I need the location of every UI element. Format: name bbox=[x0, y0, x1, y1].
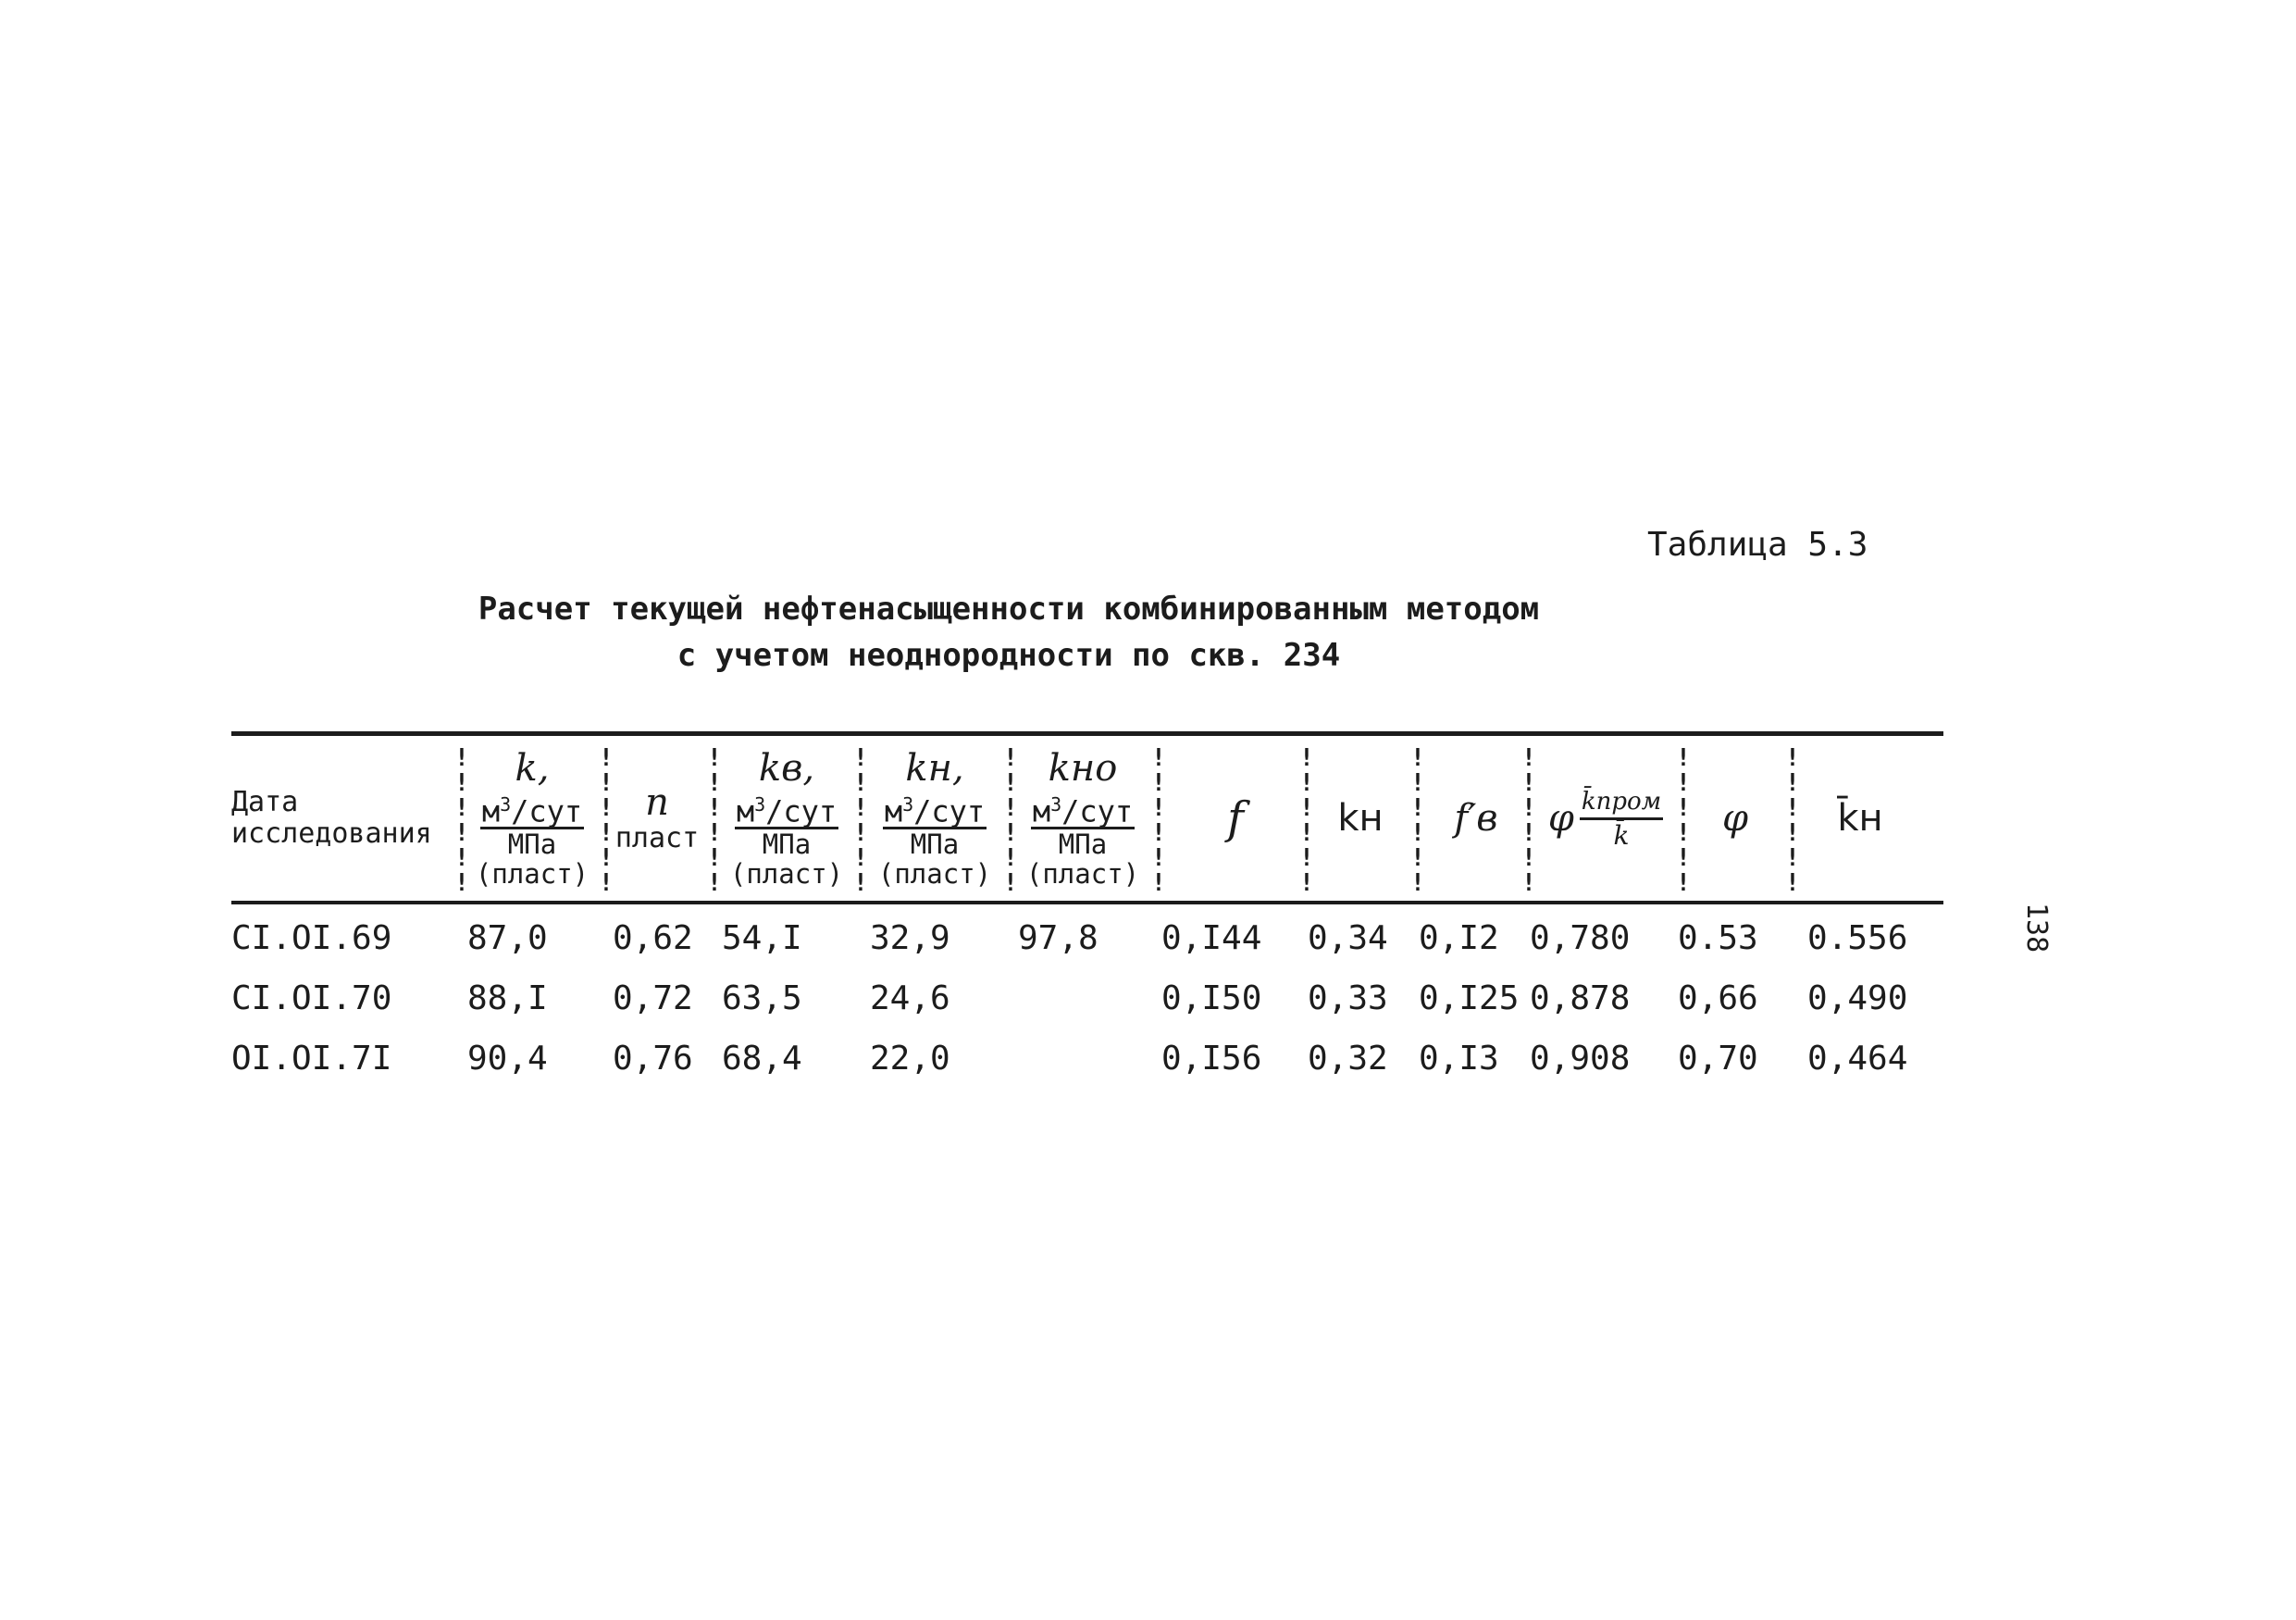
table-title-line-1: Расчет текущей нефтенасыщенности комбинированным методом bbox=[478, 591, 1540, 628]
header-kn-denominator: МПа bbox=[910, 829, 960, 861]
column-separator: ! ! ! ! ! ! bbox=[1521, 744, 1536, 897]
column-separator: ! ! ! ! ! ! bbox=[707, 744, 722, 897]
header-kn-symbol: kн, bbox=[905, 746, 964, 790]
cell-k: 88,I bbox=[467, 979, 548, 1017]
header-kno-denominator: МПа bbox=[1058, 829, 1108, 861]
column-separator: ! ! ! ! ! ! bbox=[1003, 744, 1018, 897]
column-separator: ! ! ! ! ! ! bbox=[1299, 744, 1314, 897]
table-header-rule bbox=[231, 901, 1943, 904]
header-k-numerator: $м^3$/сут bbox=[480, 789, 584, 830]
header-kn bbox=[870, 741, 999, 896]
column-separator: ! ! ! ! ! ! bbox=[1785, 744, 1800, 897]
cell-fv: 0,I2 bbox=[1419, 919, 1499, 957]
cell-fv: 0,I3 bbox=[1419, 1040, 1499, 1078]
column-separator: ! ! ! ! ! ! bbox=[599, 744, 614, 897]
table-row bbox=[0, 1040, 2296, 1091]
header-phi-ratio-numerator: k̄пром bbox=[1580, 786, 1663, 820]
header-date-line2: исследования bbox=[231, 817, 432, 850]
cell-f: 0,I56 bbox=[1161, 1040, 1262, 1078]
header-phi-ratio-phi: φ bbox=[1547, 797, 1574, 840]
cell-kv: 63,5 bbox=[722, 979, 802, 1017]
column-separator: ! ! ! ! ! ! bbox=[853, 744, 868, 897]
cell-kn: 22,0 bbox=[870, 1040, 950, 1078]
header-kv bbox=[722, 741, 851, 896]
header-kn-2 bbox=[1314, 741, 1407, 896]
table-row bbox=[0, 919, 2296, 971]
header-kv-symbol: kв, bbox=[758, 746, 815, 790]
cell-phi: 0,70 bbox=[1678, 1040, 1758, 1078]
cell-date: CI.OI.69 bbox=[231, 919, 392, 957]
cell-kno: 97,8 bbox=[1018, 919, 1098, 957]
header-fv bbox=[1430, 741, 1522, 896]
cell-kn: 32,9 bbox=[870, 919, 950, 957]
header-phi-ratio-denominator: k̄ bbox=[1613, 819, 1630, 851]
cell-date: CI.OI.70 bbox=[231, 979, 392, 1017]
cell-kn-2: 0,34 bbox=[1308, 919, 1388, 957]
header-f bbox=[1171, 741, 1300, 896]
table-title-line-2: с учетом неоднородности по скв. 234 bbox=[676, 637, 1341, 674]
header-phi-ratio-fraction bbox=[1580, 786, 1663, 852]
header-kn-denominator-2: (пласт) bbox=[877, 858, 992, 891]
cell-n: 0,72 bbox=[613, 979, 693, 1017]
header-kno-numerator: $м^3$/сут bbox=[1031, 789, 1135, 830]
cell-phi: 0.53 bbox=[1678, 919, 1758, 957]
table-row bbox=[0, 979, 2296, 1031]
cell-date: OI.OI.7I bbox=[231, 1040, 392, 1078]
header-kv-denominator-2: (пласт) bbox=[729, 858, 844, 891]
header-n-sub: пласт bbox=[614, 822, 700, 854]
cell-kn-2: 0,32 bbox=[1308, 1040, 1388, 1078]
cell-phi-ratio: 0,908 bbox=[1530, 1040, 1631, 1078]
cell-f: 0,I50 bbox=[1161, 979, 1262, 1017]
cell-kv: 68,4 bbox=[722, 1040, 802, 1078]
header-kv-denominator: МПа bbox=[762, 829, 812, 861]
cell-k: 87,0 bbox=[467, 919, 548, 957]
cell-kn-2: 0,33 bbox=[1308, 979, 1388, 1017]
cell-kn: 24,6 bbox=[870, 979, 950, 1017]
header-phi-ratio bbox=[1536, 741, 1675, 896]
header-k-denominator-2: (пласт) bbox=[475, 858, 590, 891]
header-phi-symbol: φ bbox=[1721, 797, 1748, 840]
header-n bbox=[611, 741, 703, 896]
cell-n: 0,62 bbox=[613, 919, 693, 957]
header-kno bbox=[1018, 741, 1148, 896]
header-k-denominator: МПа bbox=[507, 829, 557, 861]
header-kv-numerator: $м^3$/сут bbox=[735, 789, 838, 830]
header-k-symbol: k, bbox=[515, 746, 550, 790]
cell-kn-bar: 0,490 bbox=[1807, 979, 1908, 1017]
header-kno-denominator-2: (пласт) bbox=[1025, 858, 1140, 891]
cell-f: 0,I44 bbox=[1161, 919, 1262, 957]
column-separator: ! ! ! ! ! ! bbox=[454, 744, 469, 897]
cell-phi: 0,66 bbox=[1678, 979, 1758, 1017]
column-separator: ! ! ! ! ! ! bbox=[1676, 744, 1691, 897]
header-f-symbol: f bbox=[1227, 792, 1244, 844]
page-number: 138 bbox=[2020, 903, 2053, 953]
cell-kv: 54,I bbox=[722, 919, 802, 957]
cell-kn-bar: 0,464 bbox=[1807, 1040, 1908, 1078]
header-kn-bar bbox=[1805, 741, 1916, 896]
column-separator: ! ! ! ! ! ! bbox=[1410, 744, 1425, 897]
table-number-label: Таблица 5.3 bbox=[1647, 526, 1868, 564]
header-date-line1: Дата bbox=[231, 786, 299, 818]
cell-phi-ratio: 0,878 bbox=[1530, 979, 1631, 1017]
cell-k: 90,4 bbox=[467, 1040, 548, 1078]
header-phi bbox=[1694, 741, 1777, 896]
table-top-rule bbox=[231, 731, 1943, 736]
column-separator: ! ! ! ! ! ! bbox=[1151, 744, 1166, 897]
header-kn-numerator: $м^3$/сут bbox=[883, 789, 987, 830]
header-kno-symbol: kно bbox=[1048, 746, 1118, 790]
header-kn-2-symbol: kн bbox=[1337, 797, 1384, 840]
cell-kn-bar: 0.556 bbox=[1807, 919, 1908, 957]
header-fv-symbol: f′в bbox=[1454, 797, 1498, 840]
header-kn-bar-symbol: k̄н bbox=[1837, 797, 1883, 840]
header-k bbox=[467, 741, 597, 896]
cell-n: 0,76 bbox=[613, 1040, 693, 1078]
header-n-symbol: n bbox=[645, 781, 669, 824]
cell-phi-ratio: 0,780 bbox=[1530, 919, 1631, 957]
header-date bbox=[231, 741, 453, 896]
cell-fv: 0,I25 bbox=[1419, 979, 1520, 1017]
